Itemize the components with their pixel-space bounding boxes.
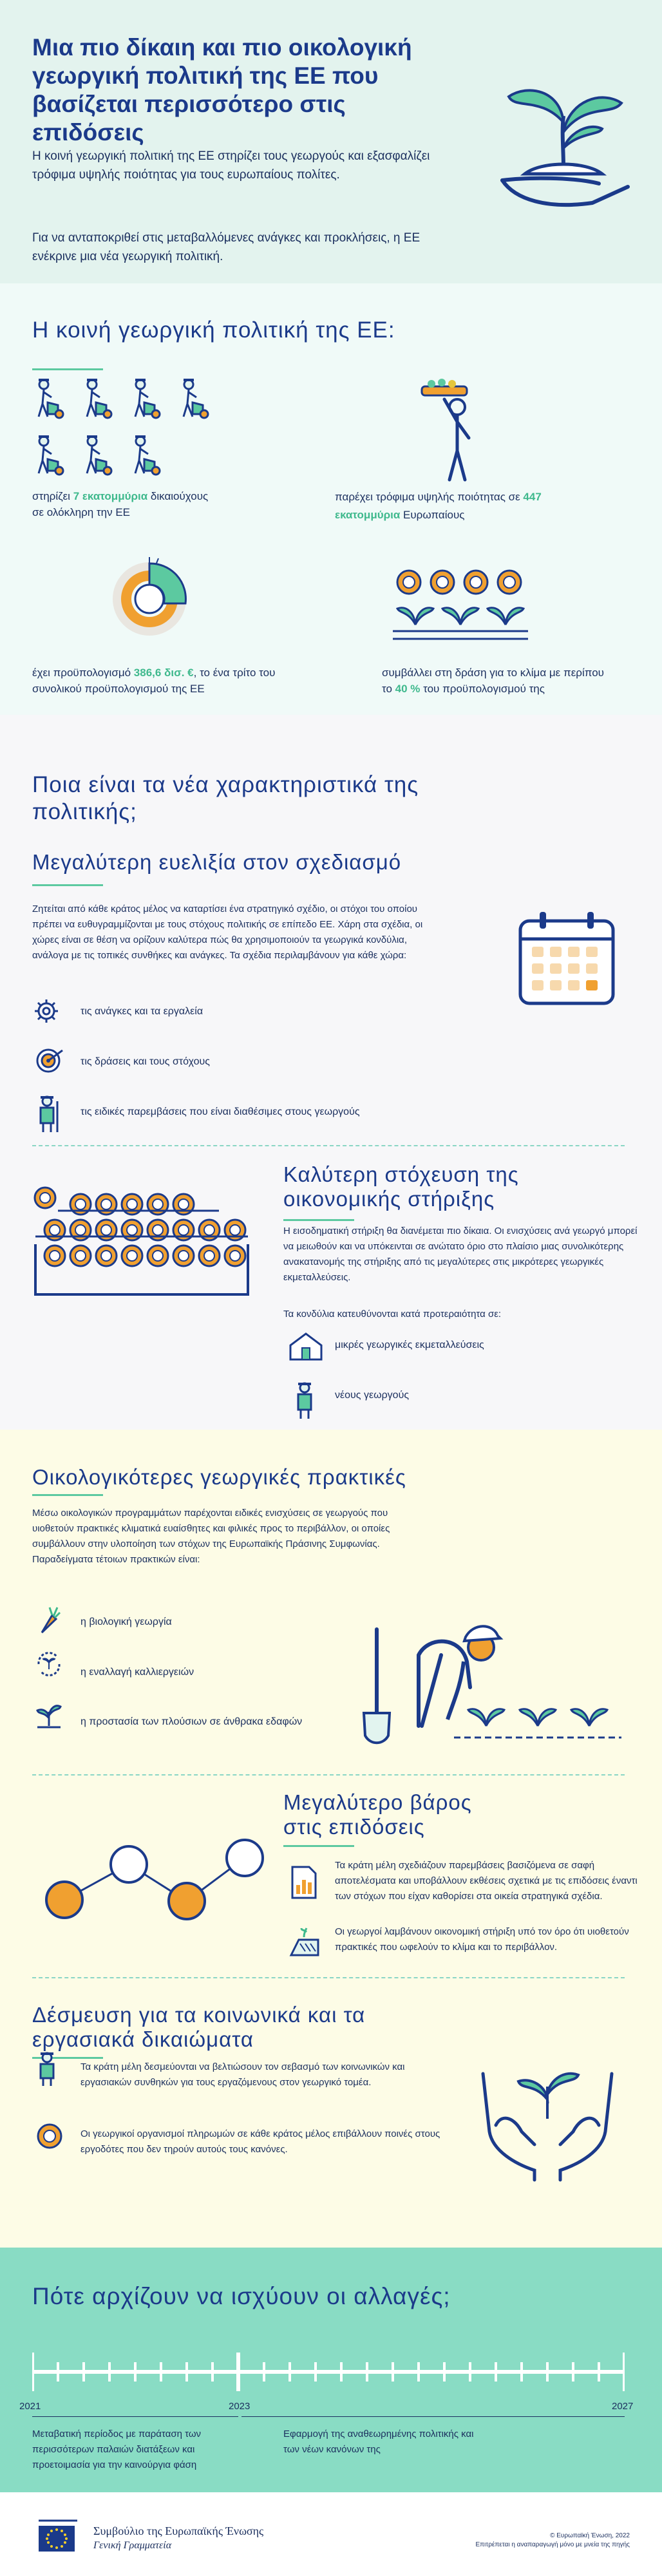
performance-text-1: Τα κράτη μέλη σχεδιάζουν παρεμβάσεις βασιζόμενα σε σαφή αποτελέσματα και υποβάλλουν εκθέσεις σχετικά με τις επιδόσεις έναντι των στόχων που είχαν καθορίσει στα οικεία στρατηγικά σχέδια. [335,1860,638,1902]
gear-icon [33,998,59,1024]
coin-icon [35,2122,64,2150]
farmers-icon [32,377,213,486]
carrot-icon [35,1604,61,1636]
performance-title: Μεγαλύτερο βάρος στις επιδόσεις [283,1790,472,1839]
timeline-text-application: Εφαρμογή της αναθεωρημένης πολιτικής και των νέων κανόνων της [283,2429,474,2455]
green-title: Οικολογικότερες γεωργικές πρακτικές [32,1465,406,1489]
stat-text: Ευρωπαίους [400,509,465,521]
stat-budget [32,665,309,697]
stat-text: του προϋπολογισμού της [420,683,545,695]
title-underline [32,368,103,370]
targeting-text: Η εισοδηματική στήριξη θα διανέμεται πιο δίκαια. Οι ενισχύσεις ανά γεωργό μπορεί να μειωθούν και να υπόκεινται σε ανώτατο όριο στο πλαίσιο μιας συνολικότερης ανακατανομής της στήριξης από τις μεγαλύτερες στις μικρότερες γεωργικές εκμεταλλεύσεις. [283,1226,638,1283]
social-title: Δέσμευση για τα κοινωνικά και τα εργασιακά δικαιώματα [32,2003,366,2051]
timeline-ruler [32,2343,625,2401]
flex-item-interventions: τις ειδικές παρεμβάσεις που είναι διαθέσιμες στους γεωργούς [80,1106,360,1117]
hero-paragraph-2: Για να ανταποκριθεί στις μεταβαλλόμενες ανάγκες και προκλήσεις, η ΕΕ ενέκρινε μια νέα γεωργική πολιτική. [32,231,421,263]
hero-paragraph-1: Η κοινή γεωργική πολιτική της ΕΕ στηρίζει τους γεωργούς και εξασφαλίζει τρόφιμα υψηλής ποιότητας για τους ευρωπαίους πολίτες. [32,149,430,182]
plant-in-hand-icon [489,71,638,219]
year-2027: 2027 [612,2401,634,2412]
timeline-title: Πότε αρχίζουν να ισχύουν οι αλλαγές; [32,2283,451,2309]
flexibility-text: Ζητείται από κάθε κράτος μέλος να καταρτίσει ένα στρατηγικό σχέδιο, οι στόχοι του οποίου πρέπει να ευθυγραμμίζονται με τους στόχους πολιτικής σε επίπεδο ΕΕ. Χάρη στα σχέδια, οι χώρες είναι σε θέση να ορίζουν καλύτερα πώς θα χρησιμοποιούν τα γεωργικά κονδύλια, ανάλογα με τις τοπικές συνθήκες και ανάγκες. Τα σχέδια περιλαμβάνουν για κάθε χώρα: [32,904,423,961]
young-farmer-icon [293,1381,321,1420]
rotation-icon [33,1649,64,1680]
flexibility-title: Μεγαλύτερη ευελιξία στον σχεδιασμό [32,850,402,874]
stat-climate [382,665,607,697]
cap-stats-section [0,283,662,715]
hero-section [0,0,662,283]
org-name: Συμβούλιο της Ευρωπαϊκής Ένωσης [93,2524,264,2537]
target-item-small-farms: μικρές γεωργικές εκμεταλλεύσεις [335,1340,484,1350]
field-icon [288,1926,321,1958]
flex-item-needs: τις ανάγκες και τα εργαλεία [80,1006,203,1017]
coins-and-plants-icon [390,567,531,644]
stat-text: συμβάλλει στη δράση για το κλίμα με περίπου το [382,667,604,695]
performance-text-2: Οι γεωργοί λαμβάνουν οικονομική στήριξη υπό τον όρο ότι υιοθετούν πρακτικές που ωφελούν το κλίμα και το περιβάλλον. [335,1926,629,1953]
performance-chart-illustration [39,1829,270,1932]
timeline-track [32,2343,625,2401]
divider [32,1977,625,1978]
gardening-illustration [357,1616,628,1752]
flex-item-actions: τις δράσεις και τους στόχους [80,1056,210,1067]
stat-citizens [335,488,580,524]
cap-title: Η κοινή γεωργική πολιτική της ΕΕ: [32,317,395,343]
stat-text: παρέχει τρόφιμα υψηλής ποιότητας σε [335,491,524,503]
report-icon [290,1864,318,1900]
features-section [0,715,662,1430]
title-underline [283,1845,354,1847]
social-text-2: Οι γεωργικοί οργανισμοί πληρωμών σε κάθε κράτος μέλος επιβάλλουν ποινές στους εργοδότες που δεν τηρούν αυτούς τους κανόνες. [80,2128,440,2155]
stat-text: δικαιούχους σε ολόκληρη την ΕΕ [32,490,209,518]
farmer-icon [35,1095,64,1133]
social-text-1: Τα κράτη μέλη δεσμεύονται να βελτιώσουν τον σεβασμό των κοινωνικών και εργασιακών συνθηκών για τους εργαζόμενους στον γεωργικό τομέα. [80,2061,405,2088]
stat-highlight: 40 % [395,683,421,695]
person-with-food-icon [412,374,489,483]
green-section [0,1430,662,2248]
features-title: Ποια είναι τα νέα χαρακτηριστικά της πολιτικής; [32,772,419,824]
copyright-note: Επιτρέπεται η αναπαραγωγή μόνο με μνεία της πηγής [475,2541,630,2548]
stat-beneficiaries [32,488,219,520]
target-icon [35,1046,64,1075]
title-underline [32,884,103,886]
timeline-section [0,2248,662,2492]
targeting-text-2: Τα κονδύλια κατευθύνονται κατά προτεραιότητα σε: [283,1309,502,1320]
stat-highlight: 7 εκατομμύρια [73,490,148,502]
timeline-text-transition: Μεταβατική περίοδος με παράταση των περισσότερων παλαιών διατάξεων και προετοιμασία για την καινούργια φάση [32,2429,202,2470]
stat-text: στηρίζει [32,490,73,502]
coins-tray-icon [32,1185,264,1314]
farm-house-icon [287,1330,325,1362]
calendar-icon [515,908,618,1011]
hands-with-plant-icon [464,2048,631,2183]
green-text: Μέσω οικολογικών προγραμμάτων παρέχονται ειδικές ενισχύσεις σε γεωργούς που υιοθετούν πρακτικές κλιματικά ευαίσθητες και φιλικές προς το περιβάλλον, οι οποίες συμβάλλουν στην υλοποίηση των στόχων της Ευρωπαϊκής Πράσινης Συμφωνίας. Παραδείγματα τέτοιων πρακτικών είναι: [32,1508,390,1565]
sprout-icon [33,1700,64,1731]
hero-title: Μια πιο δίκαιη και πιο οικολογική γεωργική πολιτική της ΕΕ που βασίζεται περισσότερο στις επιδόσεις [32,34,412,146]
eu-council-logo-icon [32,2519,84,2554]
green-item-rotation: η εναλλαγή καλλιεργειών [80,1667,194,1678]
targeting-title: Καλύτερη στόχευση της οικονομικής στήριξης [283,1162,519,1211]
divider [32,1145,625,1146]
timeline-divider-2 [241,2416,625,2417]
year-2023: 2023 [229,2401,251,2412]
stat-text: έχει προϋπολογισμό [32,667,134,679]
org-subname: Γενική Γραμματεία [93,2540,172,2551]
worker-icon [35,2051,64,2087]
timeline-divider-1 [32,2416,238,2417]
title-underline [32,1494,103,1496]
footer [0,2492,662,2576]
target-item-young-farmers: νέους γεωργούς [335,1390,410,1401]
budget-donut-icon [109,557,193,641]
stat-highlight: 386,6 δισ. € [133,667,194,679]
year-2021: 2021 [19,2401,41,2412]
green-item-soils: η προστασία των πλούσιων σε άνθρακα εδαφών [80,1716,303,1727]
stat-highlight: 447 εκατομμύρια [335,491,542,521]
divider [32,1774,625,1776]
copyright: © Ευρωπαϊκή Ένωση, 2022 [550,2532,630,2539]
stat-text: , το ένα τρίτο του συνολικού προϋπολογισμού της ΕΕ [32,667,276,695]
title-underline [283,1219,354,1221]
green-item-organic: η βιολογική γεωργία [80,1616,172,1627]
